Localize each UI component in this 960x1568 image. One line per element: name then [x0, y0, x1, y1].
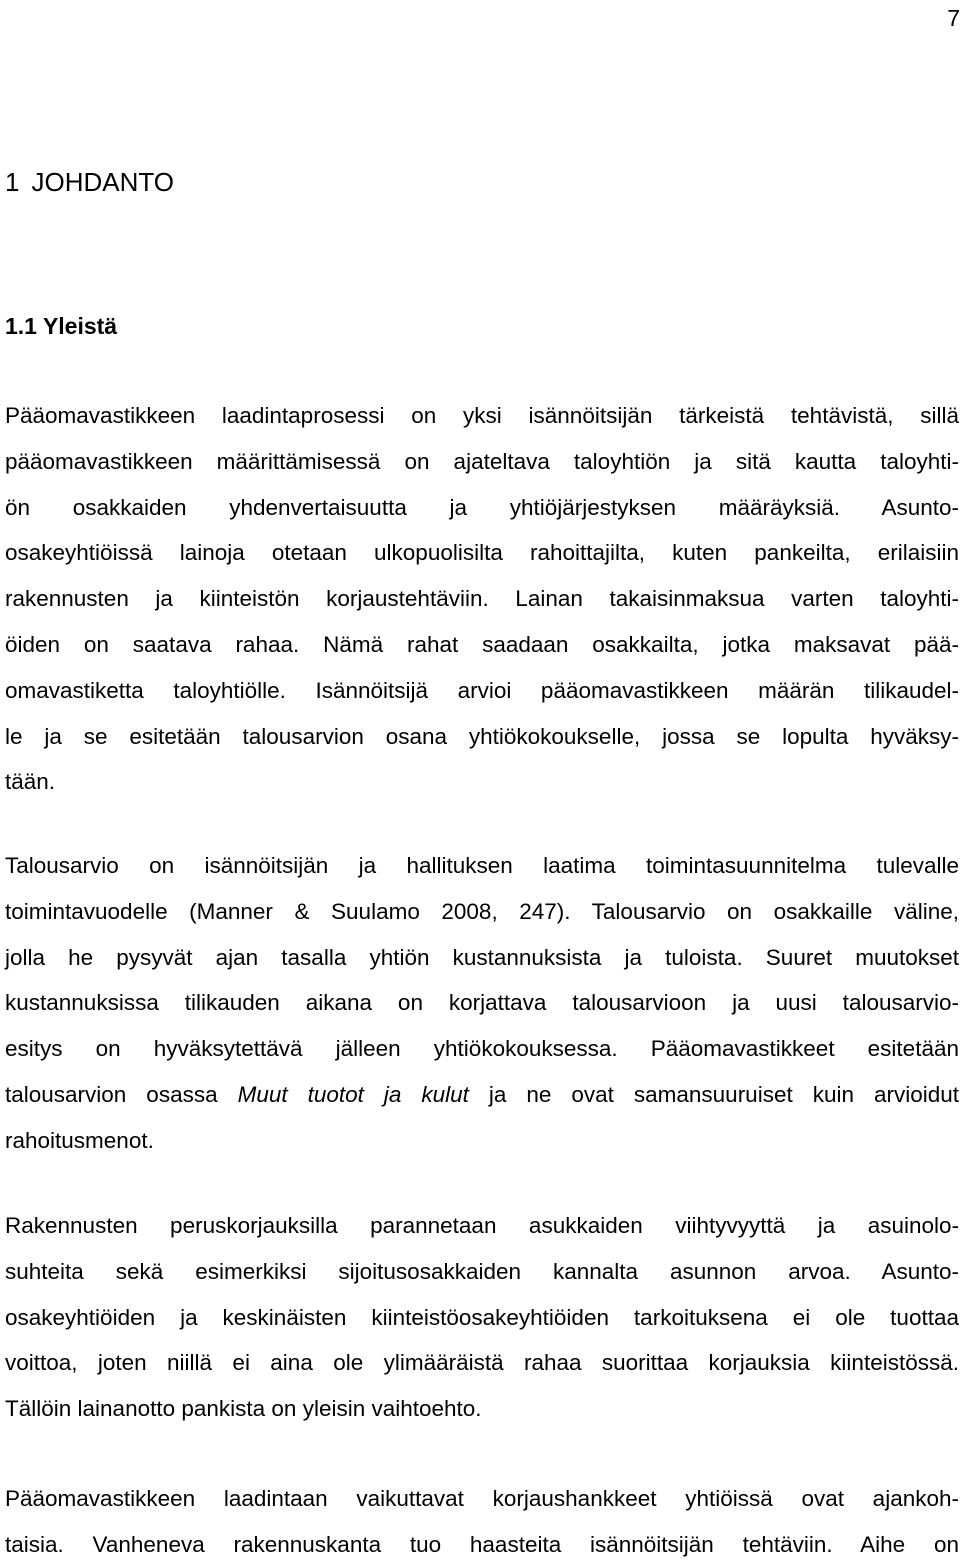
- paragraph-line: kustannuksissa tilikauden aikana on korjattava talousarvioon ja uusi talousarvio-: [5, 990, 959, 1016]
- page-number: 7: [947, 5, 960, 31]
- paragraph-line: Pääomavastikkeen laadintaprosessi on yksi isännöitsijän tärkeistä tehtävistä, sillä: [5, 403, 959, 428]
- paragraph-line: rakennusten ja kiinteistön korjaustehtäviin. Lainan takaisinmaksua varten taloyhti-: [5, 586, 959, 612]
- paragraph-3: [5, 1203, 959, 1432]
- paragraph-4: [5, 1476, 959, 1568]
- paragraph-line: Talousarvio on isännöitsijän ja hallituksen laatima toimintasuunnitelma tulevalle: [5, 853, 959, 878]
- paragraph-line: ön osakkaiden yhdenvertaisuutta ja yhtiöjärjestyksen määräyksiä. Asunto-: [5, 494, 959, 520]
- paragraph-line: Rakennusten peruskorjauksilla parannetaan asukkaiden viihtyvyyttä ja asuinolo-: [5, 1213, 959, 1238]
- paragraph-line: jolla he pysyvät ajan tasalla yhtiön kustannuksista ja tuloista. Suuret muutokset: [5, 944, 959, 970]
- paragraph-line: le ja se esitetään talousarvion osana yhtiökokoukselle, jossa se lopulta hyväksy-: [5, 723, 959, 749]
- text-run: talousarvion osassa: [5, 1081, 238, 1107]
- paragraph-line: esitys on hyväksytettävä jälleen yhtiökokouksessa. Pääomavastikkeet esitetään: [5, 1036, 959, 1062]
- paragraph-2: [5, 843, 959, 1164]
- chapter-title: JOHDANTO: [31, 167, 174, 197]
- paragraph-line: suhteita sekä esimerkiksi sijoitusosakkaiden kannalta asunnon arvoa. Asunto-: [5, 1258, 959, 1284]
- paragraph-line: tään.: [5, 769, 56, 795]
- paragraph-line: [5, 1072, 959, 1118]
- paragraph-line: osakeyhtiöissä lainoja otetaan ulkopuolisilta rahoittajilta, kuten pankeilta, erilaisiin: [5, 540, 959, 566]
- italic-term: Muut tuotot ja kulut: [237, 1081, 469, 1107]
- section-heading: 1.1 Yleistä: [5, 313, 118, 339]
- paragraph-line: voittoa, joten niillä ei aina ole ylimääräistä rahaa suorittaa korjauksia kiinteistössä.: [5, 1350, 959, 1376]
- paragraph-line: toimintavuodelle (Manner & Suulamo 2008, 247). Talousarvio on osakkaille väline,: [5, 898, 959, 924]
- paragraph-line: Tällöin lainanotto pankista on yleisin vaihtoehto.: [5, 1396, 482, 1422]
- paragraph-line: rahoitusmenot.: [5, 1127, 154, 1153]
- paragraph-line: pääomavastikkeen määrittämisessä on ajateltava taloyhtiön ja sitä kautta taloyhti-: [5, 448, 959, 474]
- paragraph-line: Pääomavastikkeen laadintaan vaikuttavat korjaushankkeet yhtiöissä ovat ajankoh-: [5, 1486, 959, 1511]
- paragraph-line: öiden on saatava rahaa. Nämä rahat saadaan osakkailta, jotka maksavat pää-: [5, 631, 959, 657]
- chapter-number: 1: [5, 167, 20, 197]
- paragraph-line: osakeyhtiöiden ja keskinäisten kiinteistöosakeyhtiöiden tarkoituksena ei ole tuottaa: [5, 1304, 959, 1330]
- chapter-heading: [5, 165, 174, 199]
- paragraph-line: taisia. Vanheneva rakennuskanta tuo haasteita isännöitsijän tehtäviin. Aihe on: [5, 1531, 959, 1557]
- paragraph-1: [5, 393, 959, 805]
- text-run: ja ne ovat samansuuruiset kuin arvioidut: [468, 1081, 959, 1107]
- paragraph-line: omavastiketta taloyhtiölle. Isännöitsijä arvioi pääomavastikkeen määrän tilikaudel-: [5, 677, 959, 703]
